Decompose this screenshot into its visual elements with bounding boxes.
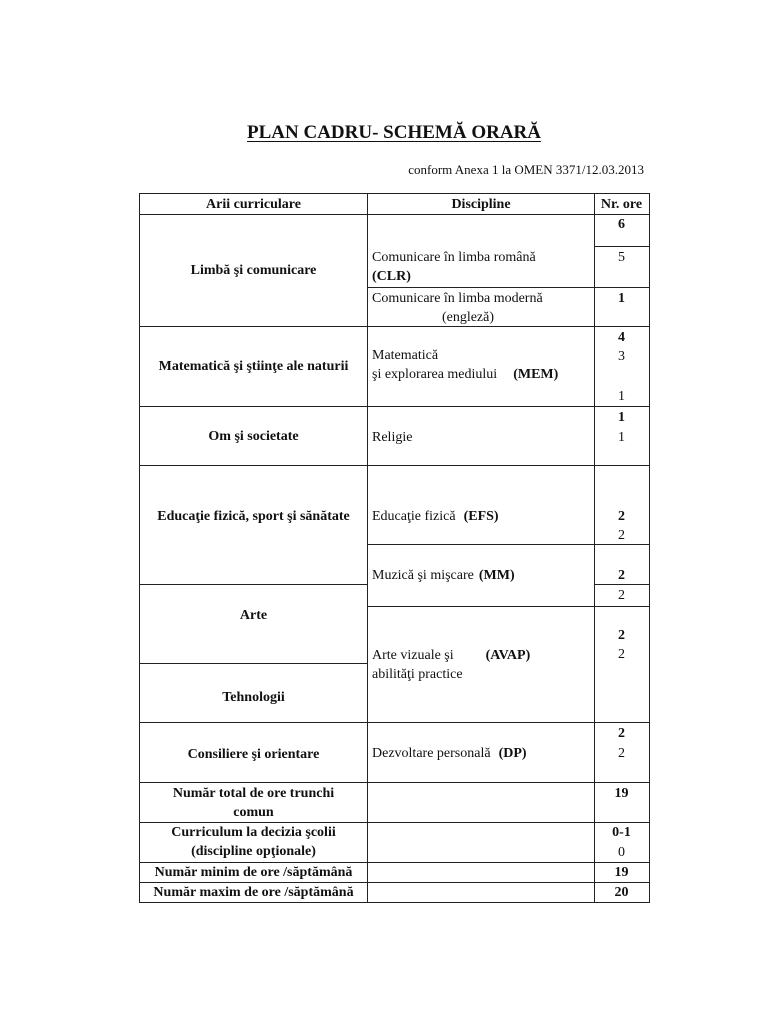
discipline-dp [372,744,594,763]
area-limba-comunicare: Limbă şi comunicare [190,263,317,278]
discipline-mem-name: Matematică [372,348,439,363]
discipline-mem-line2: şi explorarea mediului [372,367,498,382]
hours-avap: 2 [618,647,625,662]
hours-mem-a: 3 [618,349,625,364]
summary-total-label-1: Număr total de ore trunchi [172,786,335,801]
hours-dp: 2 [618,746,625,761]
summary-cds-value-1: 0-1 [612,825,631,840]
hours-mm-total: 2 [618,568,625,583]
hours-religie: 1 [618,430,625,445]
summary-cds-label-1: Curriculum la decizia şcolii [171,825,336,840]
hours-mem-b: 1 [618,389,625,404]
summary-total-label [140,784,367,822]
area-consiliere: Consiliere şi orientare [187,747,320,762]
summary-cds-label-2: (discipline opţionale) [191,844,316,859]
discipline-mem-name-2 [372,365,594,384]
discipline-clr-abbr: (CLR) [372,269,411,284]
discipline-avap-abbr: (AVAP) [485,648,531,663]
discipline-clr-name: Comunicare în limba română [372,250,536,265]
hours-avap-total: 2 [618,628,625,643]
discipline-religie: Religie [372,430,413,445]
row-divider [367,287,650,288]
hours-efs-total: 2 [618,509,625,524]
discipline-avap-name [372,646,594,665]
summary-total-value: 19 [614,786,629,801]
discipline-engleza [372,289,594,327]
hours-mm: 2 [618,588,625,603]
table-border-right [649,193,650,903]
table-border-bottom [139,902,650,903]
row-divider [594,246,650,247]
page-title: PLAN CADRU- SCHEMĂ ORARĂ [247,122,541,143]
header-areas: Arii curriculare [206,197,301,212]
discipline-efs [372,507,594,526]
hours-limba-total: 6 [618,217,625,232]
summary-cds-label [140,823,367,861]
discipline-efs-name: Educaţie fizică [372,509,456,524]
column-divider-1 [367,193,368,903]
area-om-societate: Om şi societate [208,428,299,444]
discipline-avap-line2: abilităţi practice [372,667,463,682]
discipline-engleza-lang: (engleză) [441,310,495,325]
summary-cds-value-2: 0 [618,845,625,860]
discipline-mm [372,566,594,585]
discipline-efs-abbr: (EFS) [463,509,499,524]
header-hours: Nr. ore [600,197,643,212]
summary-max-value: 20 [614,885,629,900]
discipline-engleza-name: Comunicare în limba modernă [372,291,543,306]
discipline-mem [372,346,594,384]
discipline-mm-abbr: (MM) [478,568,515,583]
discipline-avap [372,646,594,684]
hours-om-total: 1 [618,410,625,425]
hours-dp-total: 2 [618,726,625,741]
area-tehnologii: Tehnologii [222,689,285,705]
discipline-dp-abbr: (DP) [498,746,527,761]
discipline-dp-name: Dezvoltare personală [372,746,491,761]
area-matematica: Matematică şi ştiinţe ale naturii [158,359,349,374]
page-subtitle: conform Anexa 1 la OMEN 3371/12.03.2013 [408,162,644,177]
discipline-mem-abbr: (MEM) [513,367,559,382]
table-border-top [139,193,650,194]
discipline-mm-name: Muzică şi mişcare [372,568,474,583]
hours-engleza: 1 [618,291,625,306]
row-divider [367,606,650,607]
area-educatie-fizica: Educaţie fizică, sport şi sănătate [157,508,350,524]
summary-min-label: Număr minim de ore /săptămână [154,865,353,880]
summary-min-value: 19 [614,865,629,880]
hours-clr: 5 [618,250,625,265]
hours-mate-total: 4 [618,330,625,345]
summary-total-label-2: comun [233,805,274,820]
hours-efs: 2 [618,528,625,543]
discipline-clr [372,248,594,286]
discipline-avap-line1: Arte vizuale şi [372,648,454,663]
header-disciplines: Discipline [451,197,511,212]
summary-max-label: Număr maxim de ore /săptămână [153,885,354,900]
area-arte: Arte [239,607,268,623]
